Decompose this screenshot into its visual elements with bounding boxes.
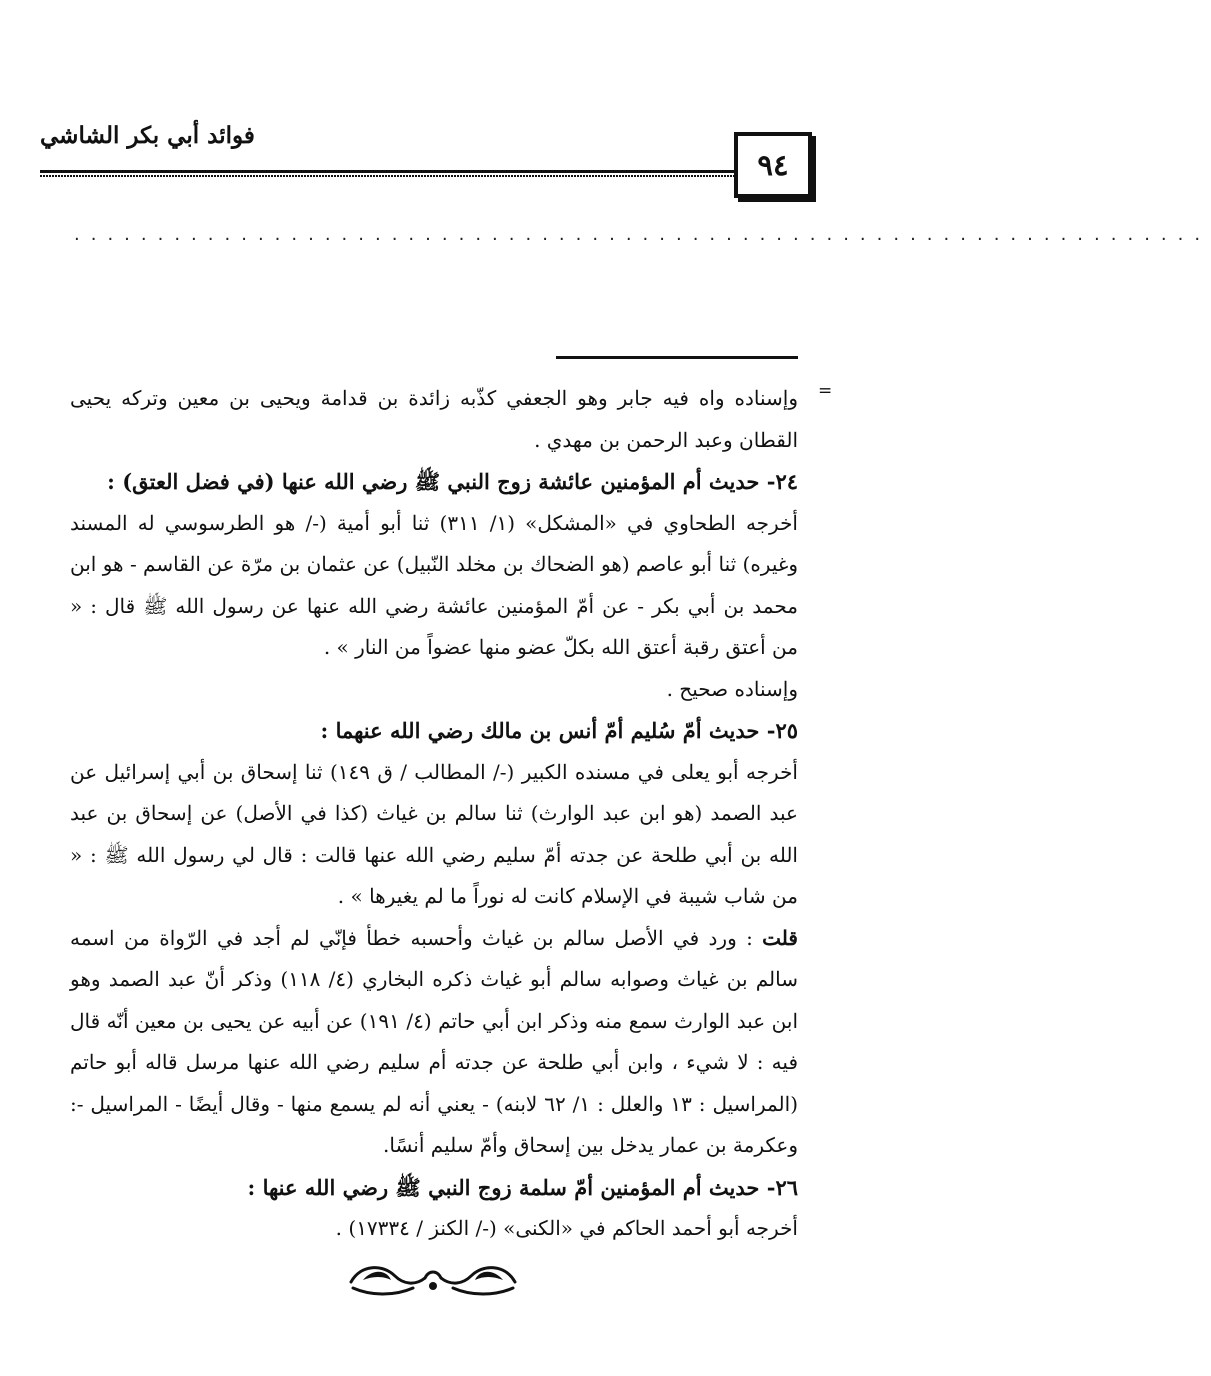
note-body: : ورد في الأصل سالم بن غياث وأحسبه خطأ فإنّي لم أجد في الرّواة من اسمه سالم بن غياث وصوابه سالم أبو غياث ذكره البخاري (٤/ ١١٨) وذكر أنّ عبد الصمد وهو ابن عبد الوارث سمع منه وذكر ابن أبي حاتم (٤/ ١٩١) عن أبيه عن يحيى بن معين أنّه قال فيه : لا شيء ، وابن أبي طلحة عن جدته أم سليم رضي الله عنها مرسل قاله أبو حاتم (المراسيل : ١٣ والعلل : ١/ ٦٢ لابنه) - يعني أنه لم يسمع منها - وقال أيضًا - المراسيل -: وعكرمة بن عمار يدخل بين إسحاق وأمّ سليم أنسًا. [70, 925, 798, 1157]
running-header-title: فوائد أبي بكر الشاشي [40, 122, 255, 149]
footnote-text [70, 378, 798, 1250]
paragraph-takhrij-26: أخرجه أبو أحمد الحاكم في «الكنى» (-/ الكنز / ١٧٣٣٤) . [335, 1216, 798, 1240]
end-ornament [343, 1258, 523, 1300]
paragraph-takhrij-25: أخرجه أبو يعلى في مسنده الكبير (-/ المطالب / ق ١٤٩) ثنا إسحاق بن أبي إسرائيل عن عبد الصمد (هو ابن عبد الوارث) ثنا سالم بن غياث (كذا في الأصل) عن إسحاق بن عبد الله بن أبي طلحة عن جدته أمّ سليم رضي الله عنها قالت : قال لي رسول الله ﷺ : « من شاب شيبة في الإسلام كانت له نوراً ما لم يغيرها » . [70, 759, 798, 908]
page-number: ٩٤ [757, 148, 789, 182]
header-rule-dotted [40, 175, 734, 177]
paragraph-note-qultu [70, 918, 798, 1167]
footnote-continuation-mark: = [818, 381, 833, 401]
paragraph-isnad-weak: وإسناده واه فيه جابر وهو الجعفي كذّبه زائدة بن قدامة ويحيى بن معين وتركه يحيى القطان وعبد الرحمن بن مهدي . [70, 386, 798, 452]
header-rule [40, 170, 734, 173]
page-number-box [734, 132, 812, 198]
hadith-heading-26: ٢٦- حديث أم المؤمنين أمّ سلمة زوج النبي ﷺ رضي الله عنها : [247, 1174, 798, 1200]
paragraph-takhrij-24: أخرجه الطحاوي في «المشكل» (١/ ٣١١) ثنا أبو أمية (-/ هو الطرسوسي له المسند وغيره) ثنا أبو عاصم (هو الضحاك بن مخلد النّبيل) عن عثمان بن مرّة عن القاسم - هو ابن محمد بن أبي بكر - عن أمّ المؤمنين عائشة رضي الله عنها عن رسول الله ﷺ قال : « من أعتق رقبة أعتق الله بكلّ عضو منها عضواً من النار » . [70, 510, 798, 659]
note-lead-word: قلت [762, 925, 798, 950]
dotted-separator: .................................................................... [74, 224, 1211, 245]
footnote-rule [556, 356, 798, 359]
hadith-heading-25: ٢٥- حديث أمّ سُليم أمّ أنس بن مالك رضي الله عنهما : [320, 718, 798, 743]
paragraph-isnad-sahih: وإسناده صحيح . [666, 676, 798, 701]
hadith-heading-24: ٢٤- حديث أم المؤمنين عائشة زوج النبي ﷺ رضي الله عنها (في فضل العتق) : [107, 469, 798, 494]
